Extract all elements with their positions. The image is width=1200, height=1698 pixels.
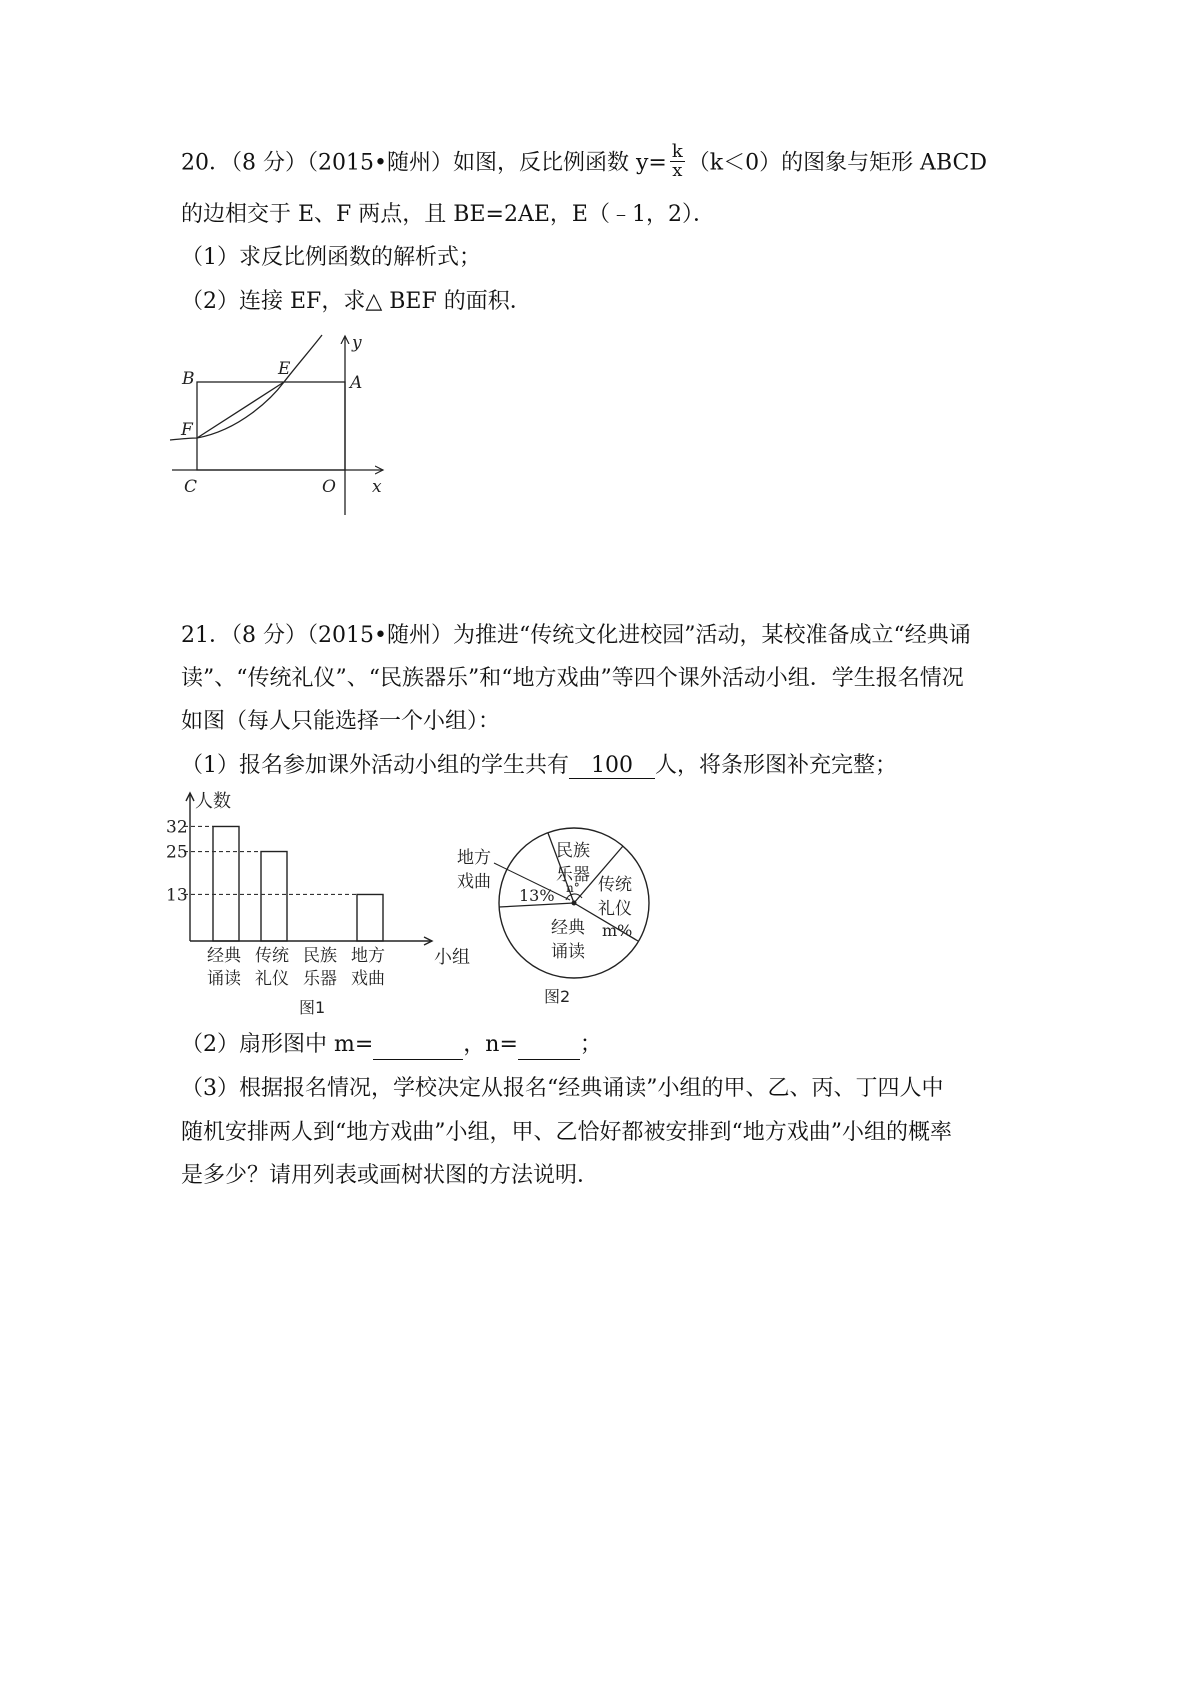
- label-x: x: [372, 477, 382, 497]
- pie-chart: [450, 800, 680, 1020]
- x-tick-label: 经典: [207, 946, 241, 966]
- q20-stem-a: 20．（8 分）（2015•随州）如图，反比例函数 y=: [181, 150, 667, 176]
- x-tick-label: 乐器: [303, 969, 337, 989]
- q21-stem-line3: 如图（每人只能选择一个小组）：: [181, 709, 501, 734]
- q20-part1: （1）求反比例函数的解析式；: [181, 245, 481, 270]
- fraction-denominator: x: [672, 160, 683, 181]
- pie-center-dot: [572, 901, 577, 906]
- q21-part2-text-b: ，n=: [463, 1032, 518, 1057]
- x-tick-label: 戏曲: [351, 969, 385, 989]
- x-tick-label: 礼仪: [255, 969, 289, 989]
- q20-part2: （2）连接 EF，求△ BEF 的面积．: [181, 289, 532, 314]
- q21-part3-line1: （3）根据报名情况，学校决定从报名“经典诵读”小组的甲、乙、丙、丁四人中: [181, 1076, 944, 1101]
- pie-label-difang-1: 地方: [457, 848, 491, 868]
- y-axis-label: 人数: [195, 791, 231, 812]
- pie-label-chuantong-2: 礼仪: [598, 899, 632, 919]
- pie-value-difang: 13%: [519, 886, 555, 905]
- label-o: O: [322, 477, 336, 497]
- pie-label-jingdian-2: 诵读: [551, 942, 585, 962]
- q21-stem-line2: 读”、“传统礼仪”、“民族器乐”和“地方戏曲”等四个课外活动小组．学生报名情况: [181, 666, 964, 691]
- fraction-numerator: k: [671, 141, 683, 162]
- q21-part1-text-a: （1）报名参加课外活动小组的学生共有: [181, 753, 569, 778]
- pie-label-jingdian-1: 经典: [551, 918, 585, 938]
- q21-part2-text-c: ；: [579, 1032, 602, 1057]
- label-a: A: [350, 373, 363, 393]
- y-tick-label: 32: [166, 817, 188, 838]
- figure-2-caption: 图2: [544, 987, 571, 1006]
- bar: [261, 852, 287, 941]
- x-tick-label: 诵读: [207, 969, 241, 989]
- label-f: F: [181, 420, 193, 440]
- q21-part3-line3: 是多少？请用列表或画树状图的方法说明．: [181, 1163, 600, 1188]
- q21-part1-text-b: 人，将条形图补充完整；: [655, 753, 898, 778]
- rectangle-abcd: [197, 382, 345, 470]
- pie-value-chuantong: m%: [602, 921, 633, 940]
- pie-label-minzu-2: 乐器: [556, 865, 590, 885]
- pie-angle-label: n°: [566, 881, 580, 895]
- q21-part2: [181, 1030, 602, 1060]
- x-axis-label: 小组: [434, 947, 470, 968]
- q20-stem-b: （k＜0）的图象与矩形 ABCD: [687, 150, 987, 176]
- pie-label-chuantong-1: 传统: [598, 875, 632, 895]
- x-tick-label: 地方: [351, 946, 385, 966]
- label-y: y: [352, 333, 362, 353]
- pie-label-minzu-1: 民族: [556, 841, 590, 861]
- bar: [357, 894, 383, 941]
- q20-stem-line2: 的边相交于 E、F 两点，且 BE=2AE，E（﹣1，2）．: [181, 202, 715, 227]
- y-tick-label: 13: [166, 885, 188, 906]
- figure-1-caption: 图1: [299, 998, 326, 1017]
- answer-blank-m: [373, 1037, 463, 1060]
- q21-part3-line2: 随机安排两人到“地方戏曲”小组，甲、乙恰好都被安排到“地方戏曲”小组的概率: [181, 1120, 952, 1145]
- bar: [213, 826, 239, 941]
- q20-figure: [180, 330, 430, 530]
- label-c: C: [184, 477, 198, 497]
- bar-chart: [160, 783, 470, 1023]
- answer-blank-n: [518, 1037, 580, 1060]
- pie-label-difang-2: 戏曲: [457, 872, 491, 892]
- fraction-k-over-x: [670, 143, 685, 180]
- x-tick-label: 民族: [303, 946, 337, 966]
- q21-part2-text-a: （2）扇形图中 m=: [181, 1032, 374, 1057]
- q21-stem-line1: 21．（8 分）（2015•随州）为推进“传统文化进校园”活动，某校准备成立“经典诵: [181, 623, 971, 648]
- x-tick-label: 传统: [255, 946, 289, 966]
- segment-ef: [197, 382, 284, 438]
- answer-blank-total: 100: [569, 754, 655, 779]
- y-tick-label: 25: [166, 842, 188, 863]
- q21-part1: [181, 751, 897, 781]
- label-e: E: [278, 359, 291, 379]
- label-b: B: [182, 369, 195, 389]
- q20-stem-line1: [181, 141, 987, 182]
